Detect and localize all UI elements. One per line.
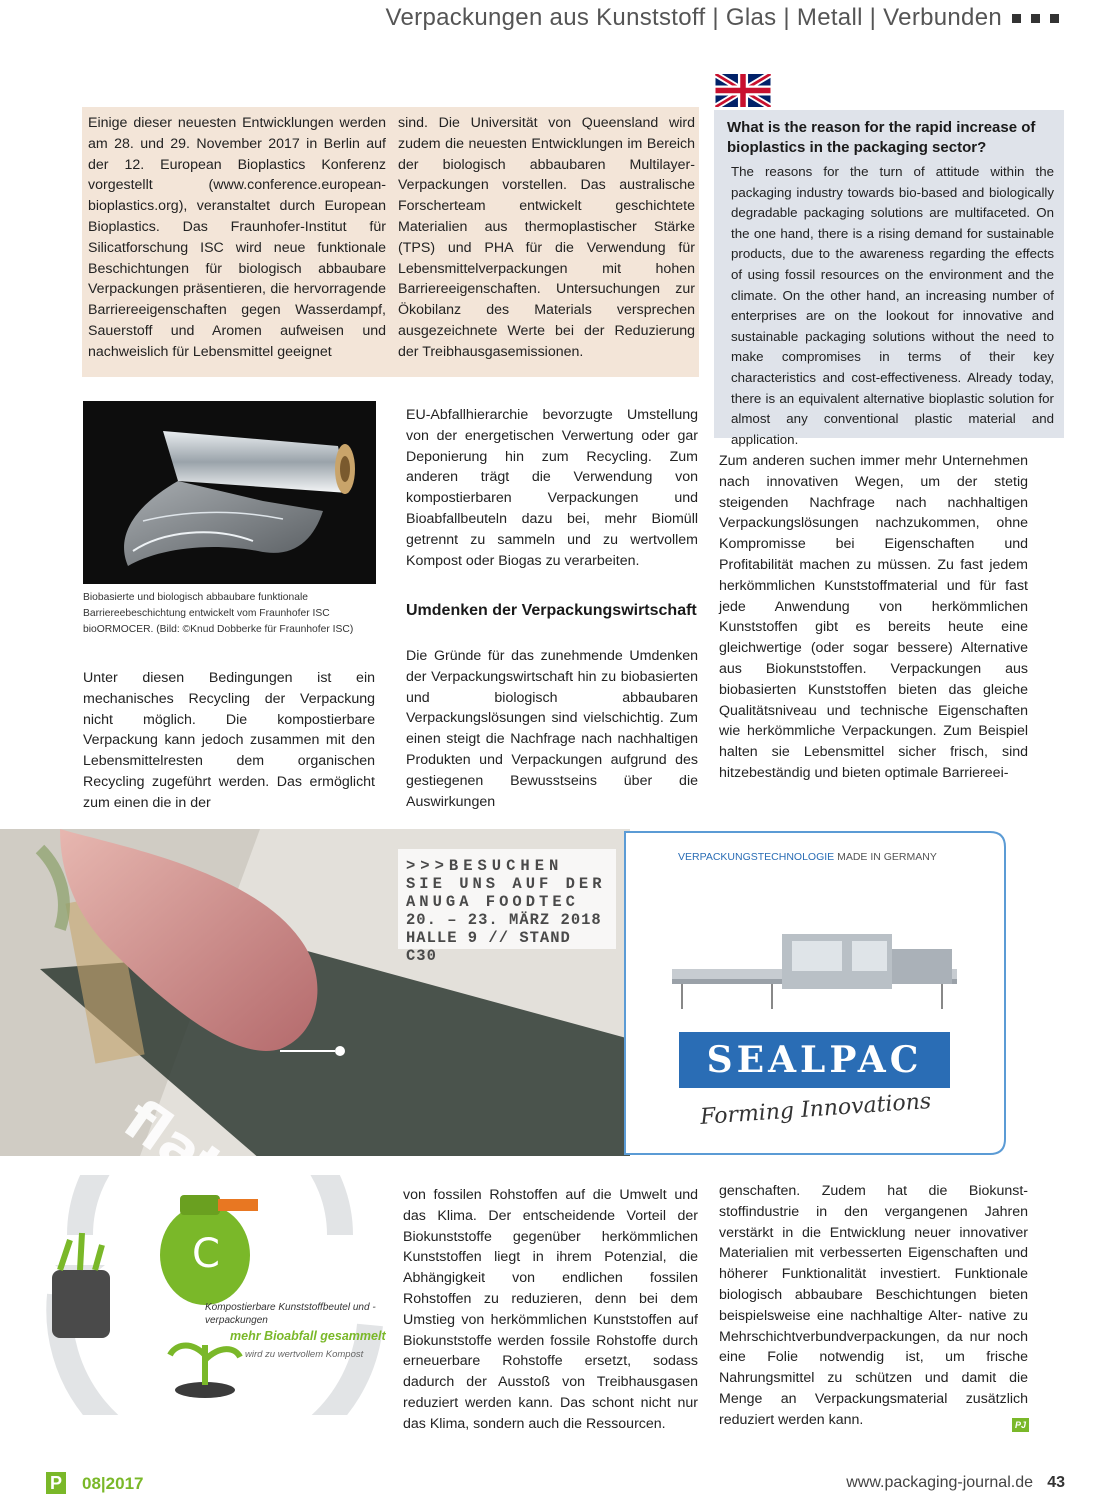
subheading: Umdenken der Verpackungswirtschaft [406, 602, 697, 619]
visit-line: 20. – 23. MÄRZ 2018 [406, 911, 602, 929]
journal-logo: P [46, 1472, 66, 1494]
infographic-text-1: Kompostierbare Kunststoffbeutel und -verpackungen [205, 1302, 376, 1326]
ad-tagline [678, 851, 937, 863]
visit-line: HALLE 9 // STAND C30 [406, 929, 571, 965]
square-icon [1050, 14, 1059, 23]
highlight-col-1: Einige dieser neuesten Entwicklungen werden am 28. und 29. November 2017 in Berlin auf der 12. European Bioplastics Konferenz vorgestellt (www.conference.european-bioplastics.org), veranstaltet durch European Bioplastics. Das Fraunhofer-Institut für Silicatforschung ISC wird neue funktionale Beschichtungen für biologisch abbaubare Verpackungen präsentieren, die hervorragende Barriereeigenschaften gegen Wasserdampf, Sauerstoff und Aromen aufweisen und nachweislich für Lebensmittel geeignet [88, 115, 386, 360]
infographic-text-3: wird zu wertvollem Kompost [245, 1349, 364, 1360]
infographic-text-2: mehr Bioabfall gesammelt [230, 1329, 386, 1343]
column-2-text-sub: Die Gründe für das zunehmende Umdenken der Verpackungswirtschaft hin zu biobasierten und biologisch abbaubaren Verpackungslösungen sind vielschichtig. Zum einen steigt die Nachfrage nach nachhaltigen Produkten und Verpackungen aufgrund des gestiegenen Bewusstseins über die Auswirkungen [406, 648, 698, 810]
film-roll-photo [83, 401, 376, 584]
visit-line: ANUGA FOODTEC [406, 893, 579, 911]
photo-caption: Biobasierte und biologisch abbaubare funktionale Barriereebeschichtung entwickelt vom Fraunhofer ISC bioORMOCER. (Bild: ©Knud Dobberke für Fraunhofer ISC) [83, 592, 354, 636]
column-3-text-top: Zum anderen suchen immer mehr Unternehmen nach innovativen Wegen, um der stetig steigenden Nachfrage nach nachhaltigen Verpackungslösungen nachzukommen, ohne Kompromisse bei Eigenschaften und Profitabilität machen zu müssen. Zu fast jedem herkömmlichen Kunststoffmaterial und für fast jede Anwendung von herkömmlichen Kunststoffen gibt es bereits heute eine gleichwertige (oder sogar bessere) Alternative aus Biokunststoffen. Verpackungen aus biobasierten Kunststoffen bieten das gleiche Qualitätsniveau und technische Eigenschaften wie herkömmliche Verpackungen. Zum Beispiel halten sie Lebensmittel sicher frisch, sind hitzebeständig und bieten optimale Barriereei- [719, 453, 1028, 781]
sealpac-advertisement [0, 829, 1093, 1156]
visit-line: SIE UNS AUF DER [406, 875, 606, 893]
square-icon [1031, 14, 1040, 23]
column-3-text-bottom: genschaften. Zudem hat die Biokunst- stoffindustrie in den vergangenen Jahren verstärkt in die Entwicklung neuer innovativer Materialien mit verbesserten Eigenschaften und höherer Funktionalität investiert. Funktionale biologisch abbaubare Beschichtungen bieten beispielsweise eine nachhaltige Alter- native zu Mehrschichtverbundverpackungen, da nur noch eine Folie notwendig ist, um frische Nahrungsmittel zu schützen und damit die Menge an Verpackungsmaterial zusätzlich reduziert werden kann. [719, 1183, 1028, 1428]
highlight-col-2: sind. Die Universität von Queensland wird zudem die neuesten Entwicklungen im Bereich der biologisch abbaubaren Multilayer-Verpackungen vorstellen. Das australische Forscherteam entwickelt geschichtete Materialien aus thermoplastischer Stärke (TPS) und PHA für die Verwendung für Lebensmittelverpackungen mit hohen Barriereeigenschaften. Untersuchungen zur Ökobilanz des Materials versprechen ausgezeichnete Werte bei der Reduzierung der Treibhausgasemissionen. [398, 115, 695, 360]
english-answer: The reasons for the turn of attitude within the packaging industry towards bio-based and biologically degradable packaging solutions are multifaceted. On the one hand, there is a rising demand for sustainable products, due to the awareness regarding the effects of using fossil resources on the environment and the climate. On the other hand, an increasing number of enterprises are on the lookout for innovative and sustainable packaging solutions without the need to make compromises in terms of their key characteristics and cost-effectiveness. Already today, there is an equivalent alternative bioplastic solution for almost any conventional plastic material and application. [731, 164, 1054, 447]
uk-flag-icon [715, 74, 771, 107]
ad-slogan: Forming Innovations [699, 1088, 932, 1131]
english-question: What is the reason for the rapid increase of bioplastics in the packaging sector? [727, 119, 1036, 156]
section-title: Verpackungen aus Kunststoff | Glas | Metall | Verbunden [385, 4, 1002, 31]
ad-tagline-colored: VERPACKUNGSTECHNOLOGIE [678, 851, 835, 863]
end-mark-icon: PJ [1012, 1418, 1029, 1432]
column-2-text-top: EU-Abfallhierarchie bevorzugte Umstellung von der energetischen Verwertung oder gar Deponierung hin zum Recycling. Zum anderen trägt die Verwendung von kompostierbaren Verpackungen und Bioabfallbeuteln dazu bei, mehr Biomüll getrennt zu sammeln und zu wertvollem Kompost oder Biogas zu verarbeiten. [406, 407, 698, 569]
column-1-text: Unter diesen Bedingungen ist ein mechanisches Recycling der Verpackung nicht möglich. Die kompostierbare Verpackung kann jedoch zusammen mit den Lebensmittelresten dem organischen Recycling zugeführt werden. Das ermöglicht zum einen die in der [83, 670, 375, 811]
visit-line: >>>BESUCHEN [406, 857, 564, 875]
journal-url[interactable]: www.packaging-journal.de [846, 1474, 1033, 1491]
compost-infographic [40, 1175, 390, 1415]
page-number: 43 [1047, 1474, 1065, 1491]
column-2-text-bottom: von fossilen Rohstoffen auf die Umwelt und das Klima. Der entscheidende Vorteil der Biokunststoffe gegenüber herkömmlichen Kunststoffen liegt in ihrem Potenzial, die Abhängigkeit von endlichen fossilen Rohstoffen zu reduzieren, denn bei dem Umstieg von herkömmlichen Kunststoffen auf Biokunststoffe werden fossile Rohstoffe durch erneuerbare Rohstoffe ersetzt, sodass dadurch der Ausstoß von Treibhausgasen reduziert werden kann. Das schont nicht nur das Klima, sondern auch die Ressourcen. [403, 1187, 698, 1432]
english-summary-box [714, 110, 1064, 447]
ad-tagline-rest: MADE IN GERMANY [834, 851, 937, 863]
sealpac-logo: SEALPAC [706, 1039, 923, 1081]
issue-number: 08|2017 [82, 1474, 144, 1493]
square-icon [1012, 14, 1021, 23]
svg-text:C: C [192, 1231, 220, 1277]
section-header [386, 4, 1059, 32]
